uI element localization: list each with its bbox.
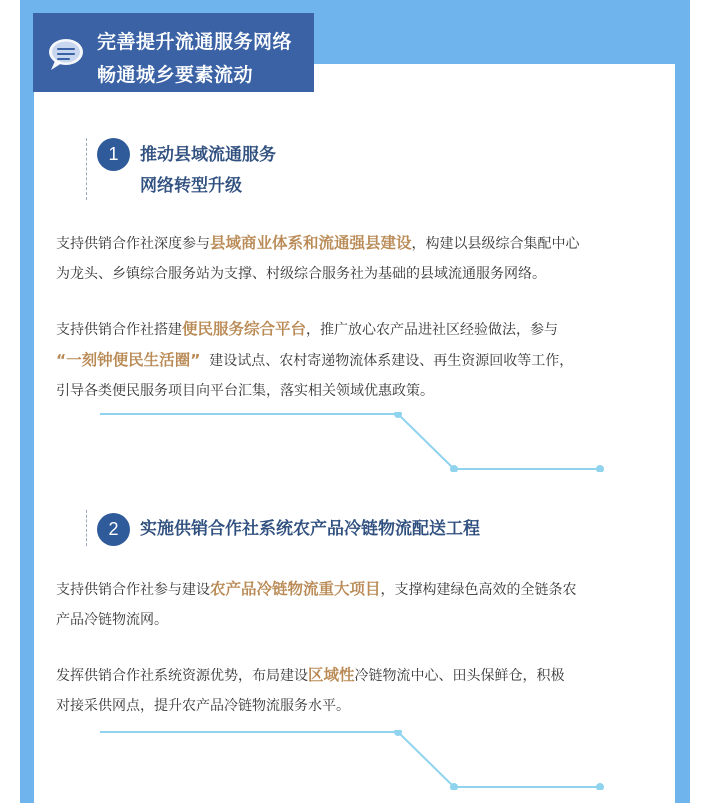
highlight-text: 县域商业体系和流通强县建设	[210, 234, 412, 252]
text-run: 建设试点、农村寄递物流体系建设、再生资源回收等工作，	[200, 353, 574, 369]
section-2-paragraph-1	[56, 574, 656, 635]
chat-bubble-icon	[45, 35, 85, 73]
paragraph-line	[56, 605, 656, 635]
paragraph-line	[56, 376, 656, 406]
section-1-title-line1: 推动县域流通服务	[140, 145, 276, 165]
section-divider-1	[100, 412, 605, 472]
paragraph-line	[56, 314, 656, 345]
paragraph-line	[56, 691, 656, 721]
text-run: 对接采供网点，提升农产品冷链物流服务水平。	[56, 698, 350, 714]
section-1-number-badge: 1	[97, 138, 130, 171]
paragraph-line	[56, 228, 656, 259]
section-2-dashed-rule	[86, 510, 87, 546]
text-run: 引导各类便民服务项目向平台汇集，落实相关领域优惠政策。	[56, 383, 434, 399]
text-run: 产品冷链物流网。	[56, 612, 168, 628]
section-2-number-badge: 2	[97, 513, 130, 546]
section-1-paragraph-1	[56, 228, 656, 289]
highlight-text: 农产品冷链物流重大项目	[210, 580, 381, 598]
text-run: 为龙头、乡镇综合服务站为支撑、村级综合服务社为基础的县域流通服务网络。	[56, 266, 546, 282]
text-run: ，构建以县级综合集配中心	[411, 236, 580, 252]
text-run: 支持供销合作社参与建设	[56, 582, 210, 598]
text-run: ，支撑构建绿色高效的全链条农	[380, 582, 577, 598]
text-run: 发挥供销合作社系统资源优势，布局建设	[56, 668, 308, 684]
highlight-text: “一刻钟便民生活圈”	[56, 351, 201, 369]
section-1-title-line2: 网络转型升级	[140, 176, 242, 196]
text-run: 支持供销合作社搭建	[56, 322, 182, 338]
text-run: 支持供销合作社深度参与	[56, 236, 210, 252]
highlight-text: 区域性	[308, 666, 355, 684]
paragraph-line	[56, 345, 656, 376]
section-2-title: 实施供销合作社系统农产品冷链物流配送工程	[140, 519, 480, 539]
paragraph-line	[56, 574, 656, 605]
text-run: ，推广放心农产品进社区经验做法，参与	[306, 322, 559, 338]
header-title-line1: 完善提升流通服务网络	[97, 31, 293, 53]
text-run: 冷链物流中心、田头保鲜仓，积极	[354, 668, 565, 684]
section-1-paragraph-2	[56, 314, 656, 406]
highlight-text: 便民服务综合平台	[182, 320, 307, 338]
paragraph-line	[56, 660, 656, 691]
section-2-paragraph-2	[56, 660, 656, 721]
section-header-banner	[33, 13, 314, 92]
header-title-line2: 畅通城乡要素流动	[97, 64, 254, 86]
section-1-dashed-rule	[86, 138, 87, 200]
section-divider-2	[100, 730, 605, 790]
paragraph-line	[56, 259, 656, 289]
